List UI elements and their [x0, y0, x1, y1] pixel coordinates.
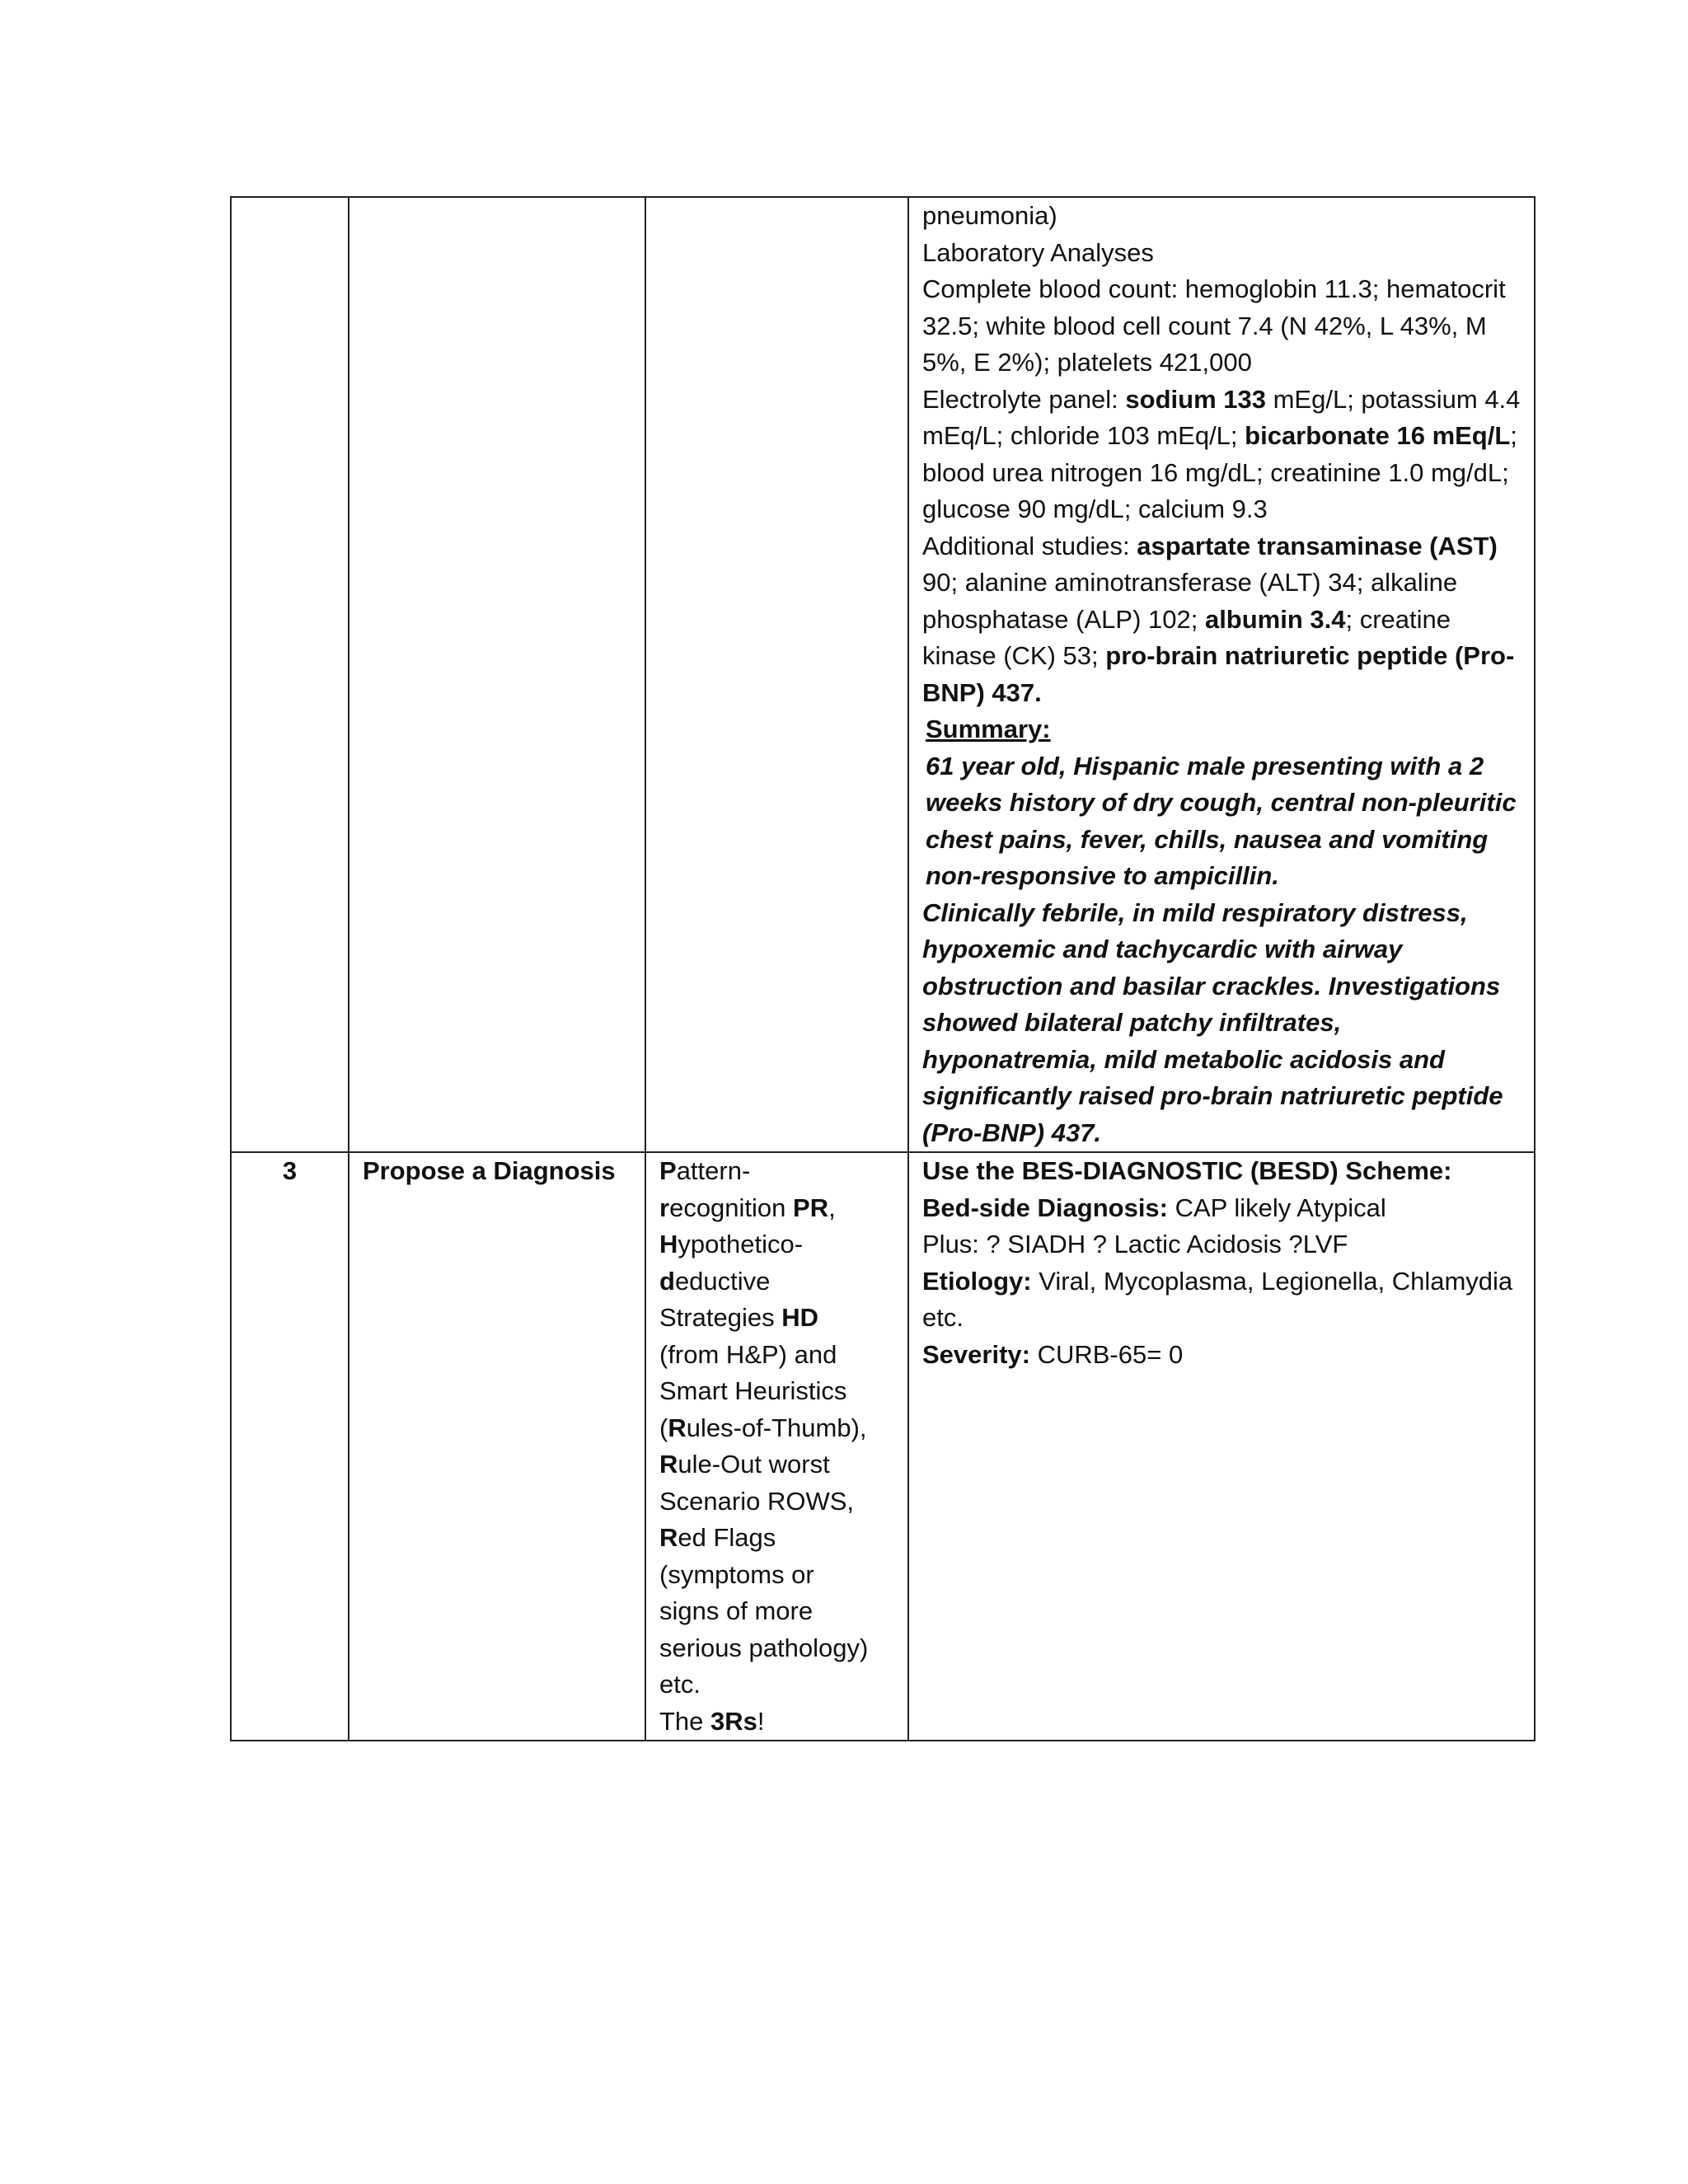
strategy-line: (symptoms or	[659, 1559, 814, 1589]
bedside-label: Bed-side Diagnosis:	[922, 1193, 1168, 1222]
table-row-continued	[231, 197, 1535, 1152]
scheme-heading: Use the BES-DIAGNOSTIC (BESD) Scheme:	[922, 1156, 1452, 1185]
additional-prefix: Additional studies:	[922, 531, 1137, 560]
strategy-line: signs of more	[659, 1596, 814, 1625]
etiology	[922, 1263, 1522, 1337]
labs-line-pneumonia: pneumonia)	[922, 201, 1057, 230]
diagnosis-detail-cell	[908, 1152, 1535, 1741]
summary-text	[922, 748, 1522, 1152]
strategy-line	[659, 1704, 901, 1741]
letter-r: R	[659, 1450, 678, 1479]
etiology-value: Viral, Mycoplasma, Legionella, Chlamydia etc.	[922, 1266, 1513, 1332]
bedside-diagnosis	[922, 1190, 1522, 1227]
letter-r: R	[668, 1413, 687, 1442]
strategy-cell	[645, 1152, 908, 1741]
probnp-value: pro-brain natriuretic peptide (Pro-BNP) 437.	[922, 641, 1515, 707]
additional-mid2: ; creatine kinase (CK) 53;	[922, 604, 1451, 670]
strategy-line: serious pathology)	[659, 1633, 869, 1662]
severity-label: Severity:	[922, 1339, 1030, 1369]
severity-value: CURB-65= 0	[1029, 1339, 1184, 1369]
strategy-line	[659, 1410, 901, 1447]
strategy-text: ed Flags	[678, 1523, 776, 1552]
letter-h: H	[659, 1230, 678, 1258]
strategy-line	[659, 1190, 901, 1227]
ast-value: aspartate transaminase (AST)	[1137, 531, 1498, 560]
strategy-text: eductive	[674, 1266, 771, 1296]
strategy-text: Strategies	[659, 1303, 782, 1332]
plus-line: Plus: ? SIADH ? Lactic Acidosis ?LVF	[922, 1230, 1348, 1258]
strategy-line	[659, 1153, 901, 1190]
electrolyte-mid: mEg/L; potassium 4.4 mEq/L; chloride 103 mEq/L;	[922, 384, 1521, 450]
strategy-text: ,	[828, 1193, 836, 1222]
strategy-line: etc.	[659, 1670, 701, 1699]
severity	[922, 1337, 1522, 1374]
bicarbonate-value: bicarbonate 16 mEq/L	[1245, 421, 1511, 450]
strategy-text: ypothetico-	[678, 1230, 804, 1258]
strategy-text: attern-	[676, 1156, 751, 1185]
abbr-3rs: 3Rs	[710, 1706, 757, 1736]
step-cell	[349, 197, 645, 1152]
etiology-label: Etiology:	[922, 1266, 1032, 1296]
strategy-line	[659, 1300, 901, 1337]
step-number: 3	[231, 1152, 349, 1741]
strategy-text: ules-of-Thumb),	[686, 1413, 867, 1442]
strategy-text: The	[659, 1706, 711, 1736]
strategy-text: (	[659, 1413, 668, 1442]
summary-part2: Clinically febrile, in mild respiratory distress, hypoxemic and tachycardic with airway obstruction and basilar crackles. Investigations showed bilateral patchy infiltrates, hyponatremia, mild metabolic acidosis and significantly raised pro-brain natriuretic peptide (Pro-BNP) 437.	[922, 898, 1503, 1147]
letter-r: r	[659, 1193, 670, 1222]
strategy-text: ule-Out worst	[678, 1450, 830, 1479]
labs-additional	[922, 528, 1522, 712]
strategy-line: Smart Heuristics	[659, 1376, 847, 1405]
abbr-hd: HD	[781, 1303, 818, 1332]
strategy-text: ecognition	[669, 1193, 794, 1222]
bedside-value: CAP likely Atypical	[1168, 1193, 1386, 1222]
summary-heading: Summary:	[926, 715, 1051, 743]
number-cell	[231, 197, 349, 1152]
abbr-pr: PR	[793, 1193, 829, 1222]
albumin-value: albumin 3.4	[1204, 604, 1346, 634]
additional-mid1: 90; alanine aminotransferase (ALT) 34; alkaline phosphatase (ALP) 102;	[922, 568, 1458, 634]
strategy-line	[659, 1263, 901, 1301]
letter-r: R	[659, 1523, 678, 1552]
letter-d: d	[659, 1266, 675, 1296]
step-title: Propose a Diagnosis	[349, 1152, 645, 1741]
table-row-step-3	[231, 1152, 1535, 1741]
clinical-reasoning-table	[230, 196, 1536, 1741]
strategy-cell	[645, 197, 908, 1152]
electrolyte-rest: ; blood urea nitrogen 16 mg/dL; creatinine 1.0 mg/dL; glucose 90 mg/dL; calcium 9.3	[922, 421, 1517, 523]
strategy-line	[659, 1520, 901, 1557]
summary-part1: 61 year old, Hispanic male presenting with a 2 weeks history of dry cough, central non-pleuritic chest pains, fever, chills, nausea and vomiting non-responsive to ampicillin.	[926, 751, 1517, 890]
strategy-line: (from H&P) and	[659, 1339, 837, 1369]
detail-cell	[908, 197, 1535, 1152]
letter-p: P	[659, 1156, 677, 1185]
labs-electrolytes	[922, 382, 1522, 528]
strategy-text: !	[757, 1706, 765, 1736]
sodium-value: sodium 133	[1125, 384, 1266, 414]
electrolyte-prefix: Electrolyte panel:	[922, 384, 1126, 414]
strategy-line	[659, 1226, 901, 1263]
labs-cbc: Complete blood count: hemoglobin 11.3; hematocrit 32.5; white blood cell count 7.4 (N 42%, L 43%, M 5%, E 2%); platelets 421,000	[922, 274, 1506, 377]
strategy-line: Scenario ROWS,	[659, 1486, 855, 1516]
labs-heading: Laboratory Analyses	[922, 237, 1154, 267]
strategy-line	[659, 1446, 901, 1483]
